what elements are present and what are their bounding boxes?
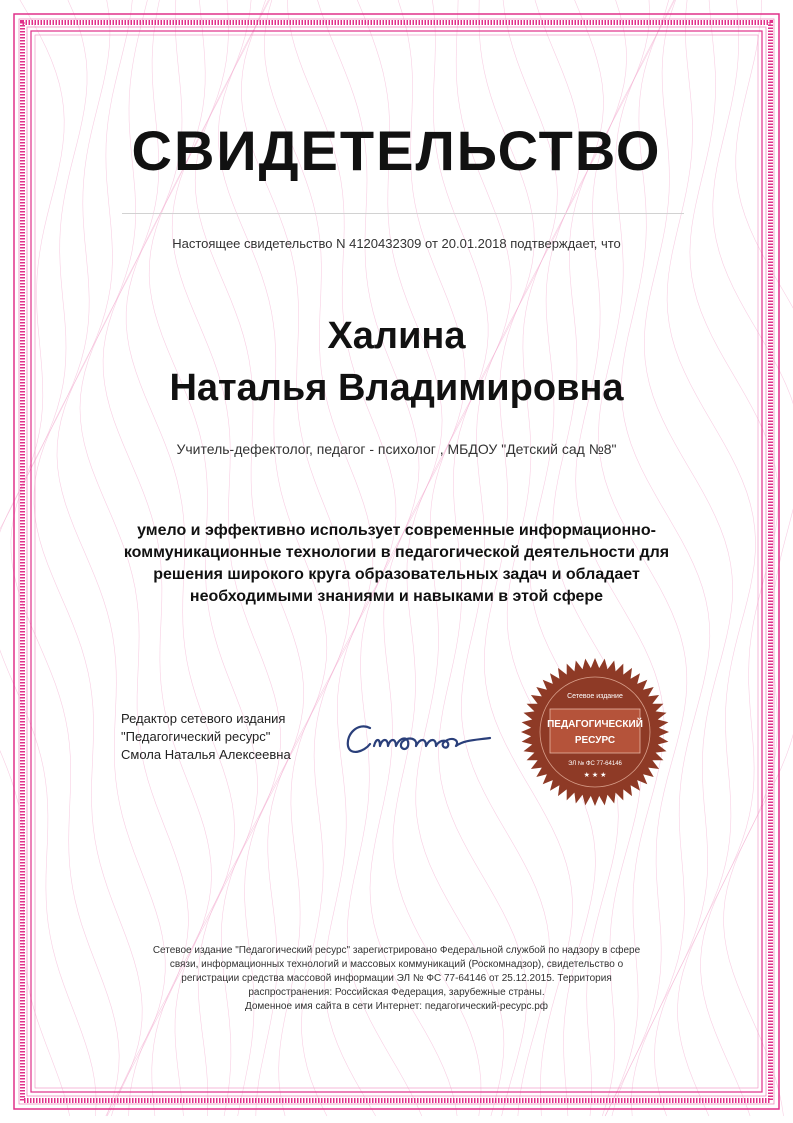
editor-signature: [340, 700, 500, 770]
achievement-line: решения широкого круга образовательных задач и обладает: [153, 566, 640, 583]
recipient-position: Учитель-дефектолог, педагог - психолог , МБДОУ "Детский сад №8": [176, 441, 617, 457]
editor-line: Смола Наталья Алексеевна: [121, 747, 291, 762]
footer-line: Сетевое издание "Педагогический ресурс" зарегистрировано Федеральной службой по надзору в сфере: [152, 945, 641, 956]
seal-title-line2: РЕСУРС: [574, 735, 616, 746]
editor-line: "Педагогический ресурс": [121, 729, 271, 744]
recipient-surname: Халина: [327, 315, 466, 357]
footer-line: Доменное имя сайта в сети Интернет: педагогический-ресурс.рф: [244, 1001, 549, 1012]
footer-line: регистрации средства массовой информации ЭЛ № ФС 77-64146 от 25.12.2015. Территория: [181, 973, 612, 984]
seal-title-line1: ПЕДАГОГИЧЕСКИЙ: [547, 719, 643, 730]
title-divider: [122, 213, 684, 214]
recipient-name: [0, 310, 793, 414]
editor-line: Редактор сетевого издания: [121, 711, 286, 726]
achievement-statement: [100, 520, 693, 608]
certificate-intro: Настоящее свидетельство N 4120432309 от 20.01.2018 подтверждает, что: [172, 236, 621, 251]
seal-stars: ★ ★ ★: [583, 772, 607, 779]
certificate-title: СВИДЕТЕЛЬСТВО: [131, 119, 662, 182]
seal-top-text: Сетевое издание: [567, 693, 623, 700]
achievement-line: коммуникационные технологии в педагогической деятельности для: [123, 544, 670, 561]
achievement-line: необходимыми знаниями и навыками в этой сфере: [189, 588, 604, 605]
recipient-given-names: Наталья Владимировна: [169, 367, 624, 409]
achievement-line: умело и эффективно использует современные информационно-: [137, 522, 656, 539]
seal-registration: ЭЛ № ФС 77-64146: [568, 761, 622, 767]
editor-block: [121, 710, 351, 764]
registration-footer: [110, 944, 683, 1014]
footer-line: связи, информационных технологий и массовых коммуникаций (Роскомнадзор), свидетельство о: [169, 959, 624, 970]
footer-line: распространения: Российская Федерация, зарубежные страны.: [248, 987, 545, 998]
publication-seal: [520, 657, 670, 807]
